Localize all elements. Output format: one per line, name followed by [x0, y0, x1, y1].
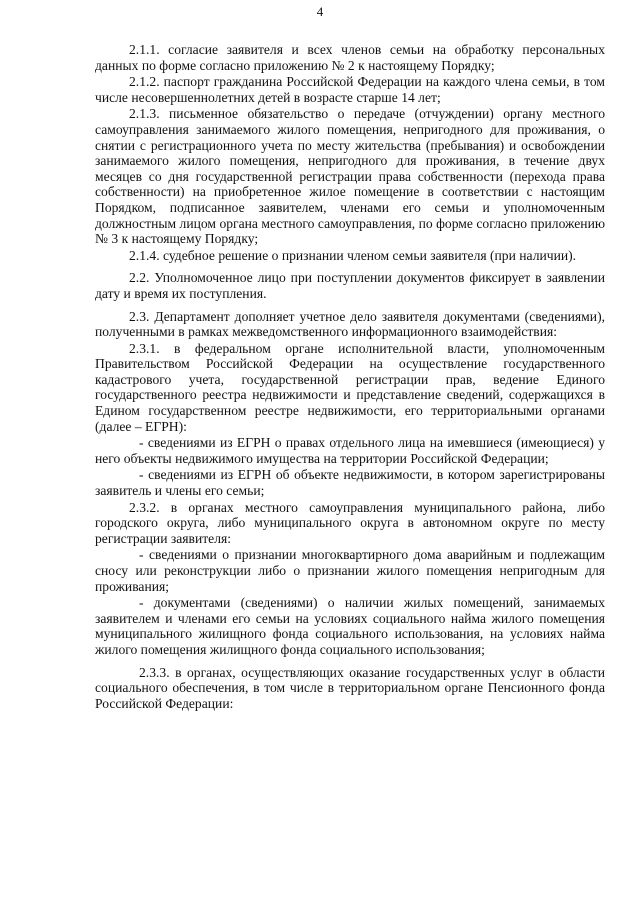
paragraph-2-1-3: 2.1.3. письменное обязательство о передаче (отчуждении) органу местного самоуправления занимаемого жилого помещения, непригодного для проживания, о снятии с регистрационного учета по месту жительства (пребывания) и освобождении занимаемого жилого помещения, непригодного для проживания, в течение двух месяцев со дня государственной регистрации права собственности (перехода права собственности) на приобретенное жилое помещение в соответствии с настоящим Порядком, подписанное заявителем, членами его семьи и уполномоченным должностным лицом органа местного самоуправления, по форме согласно приложению № 3 к настоящему Порядку;: [95, 106, 605, 247]
document-body: [95, 42, 605, 712]
paragraph-2-3-1: 2.3.1. в федеральном органе исполнительной власти, уполномоченным Правительством Российской Федерации на осуществление государственного кадастрового учета, государственной регистрации прав, ведение Единого государственного реестра недвижимости и представление сведений, содержащихся в Едином государственном реестре недвижимости, его территориальными органами (далее – ЕГРН):: [95, 340, 605, 434]
list-item-egrn-rights: - сведениями из ЕГРН о правах отдельного лица на имевшиеся (имеющиеся) у него объекты недвижимого имущества на территории Российской Федерации;: [95, 435, 605, 466]
paragraph-2-1-1: 2.1.1. согласие заявителя и всех членов семьи на обработку персональных данных по форме согласно приложению № 2 к настоящему Порядку;: [95, 42, 605, 73]
paragraph-2-3-3: 2.3.3. в органах, осуществляющих оказание государственных услуг в области социального обеспечения, в том числе в территориальном органе Пенсионного фонда Российской Федерации:: [95, 664, 605, 711]
list-item-housing-documents: - документами (сведениями) о наличии жилых помещений, занимаемых заявителем и членами его семьи на условиях социального найма жилого помещения муниципального жилищного фонда социального использования, на условиях найма жилого помещения жилищного фонда социального использования;: [95, 595, 605, 657]
paragraph-2-1-4: 2.1.4. судебное решение о признании членом семьи заявителя (при наличии).: [129, 247, 577, 263]
paragraph-2-2: 2.2. Уполномоченное лицо при поступлении документов фиксирует в заявлении дату и время их поступления.: [95, 270, 605, 301]
paragraph-2-3-2: 2.3.2. в органах местного самоуправления муниципального района, либо городского округа, либо муниципального округа в автономном округе по месту регистрации заявителя:: [95, 499, 605, 546]
paragraph-2-3: 2.3. Департамент дополняет учетное дело заявителя документами (сведениями), полученными в рамках межведомственного информационного взаимодействия:: [95, 308, 605, 340]
list-item-emergency-house: - сведениями о признании многоквартирного дома аварийным и подлежащим сносу или реконструкции либо о признании жилого помещения непригодным для проживания;: [95, 547, 605, 594]
paragraph-2-1-2: 2.1.2. паспорт гражданина Российской Федерации на каждого члена семьи, в том числе несовершеннолетних детей в возрасте старше 14 лет;: [95, 74, 605, 105]
list-item-egrn-object: - сведениями из ЕГРН об объекте недвижимости, в котором зарегистрированы заявитель и члены его семьи;: [95, 467, 605, 499]
page-number: 4: [316, 4, 324, 19]
